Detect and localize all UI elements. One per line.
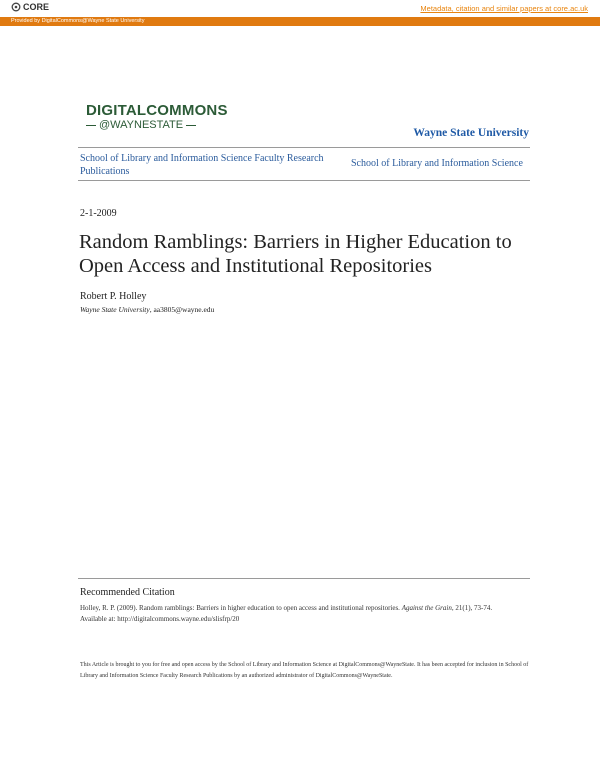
provided-by-bar: [0, 17, 600, 26]
core-metadata-link[interactable]: Metadata, citation and similar papers at core.ac.uk: [420, 4, 588, 13]
collection-link[interactable]: School of Library and Information Science Faculty Research Publications: [80, 153, 324, 177]
core-logo[interactable]: [11, 2, 49, 12]
digitalcommons-logo[interactable]: [86, 103, 228, 131]
citation-available: Available at: http://digitalcommons.wayne.edu/slisfrp/20: [80, 615, 240, 623]
citation-journal: Against the Grain,: [401, 604, 454, 612]
logo-bottom-text: @WAYNESTATE: [99, 119, 184, 131]
citation-heading: Recommended Citation: [80, 587, 175, 598]
citation-text: [80, 603, 530, 625]
author-name: Robert P. Holley: [80, 291, 147, 302]
logo-top-text: DIGITALCOMMONS: [86, 102, 228, 119]
logo-left-rule: [86, 125, 96, 126]
core-header: [0, 0, 600, 17]
affiliation-institution: Wayne State University: [80, 305, 150, 314]
citation-text-before: Holley, R. P. (2009). Random ramblings: Barriers in higher education to open access and institutional repositories.: [80, 604, 402, 612]
core-logo-text: CORE: [23, 2, 50, 12]
provided-by-text: Provided by DigitalCommons@Wayne State University: [11, 18, 145, 24]
department-link[interactable]: School of Library and Information Science: [351, 158, 523, 169]
publication-date: 2-1-2009: [80, 208, 117, 219]
core-icon: [11, 2, 21, 12]
affiliation-email: , aa3805@wayne.edu: [149, 305, 215, 314]
author-affiliation: [80, 305, 214, 314]
logo-bottom-row: [86, 119, 228, 131]
logo-right-rule: [186, 125, 196, 126]
university-link[interactable]: Wayne State University: [413, 127, 529, 139]
citation-divider: [78, 578, 530, 579]
citation-text-after: 21(1), 73-74.: [453, 604, 493, 612]
collection-top-divider: [78, 147, 530, 148]
collection-bottom-divider: [78, 180, 530, 181]
article-title: Random Ramblings: Barriers in Higher Education to Open Access and Institutional Repositories: [79, 231, 512, 277]
access-notice: This Article is brought to you for free and open access by the School of Library and Information Science at DigitalCommons@WayneState. It has been accepted for inclusion in School of Library and Information Science Faculty Research Publications by an authorized administrator of DigitalCommons@WayneState.: [80, 662, 529, 679]
